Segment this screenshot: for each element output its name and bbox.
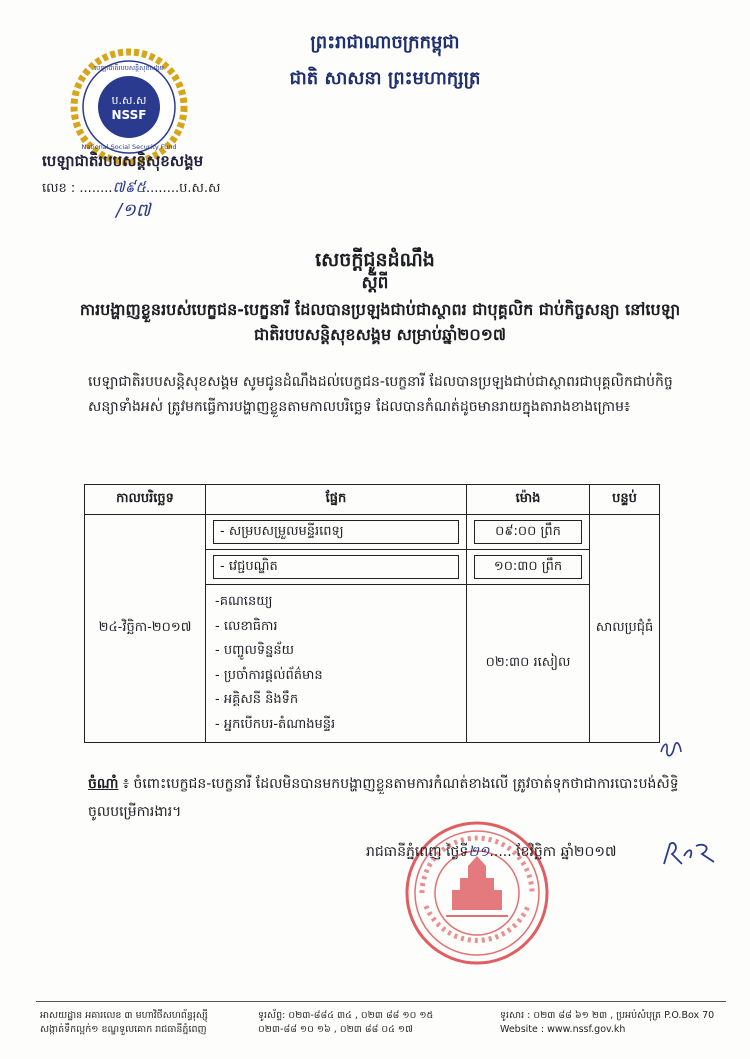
signature [660,838,720,870]
footer-contact [500,1009,740,1037]
reference-number [42,178,220,200]
department-item: - វេជ្ជបណ្ឌិត [213,555,459,579]
room-cell: សាលប្រជុំធំ [590,515,660,743]
header-department: ផ្នែក [206,485,467,515]
kingdom-title: ព្រះរាជាណាចក្រកម្ពុជា [310,32,460,53]
department-item: - សម្របសម្រួលមន្ទីរពេទ្យ [213,520,459,544]
logo-bottom-text: National Social Security Fund [81,143,177,151]
notice-subject: ការបង្ហាញខ្លួនរបស់បេក្ខជន-បេក្ខនារី ដែលបានប្រឡងជាប់ជាស្ថាពរ ជាបុគ្គលិក ជាប់កិច្ចសន្យា នៅបេឡាជាតិរបបសន្តិសុខសង្គម សម្រាប់ឆ្នាំ២០១៧ [79,300,681,344]
header-date: កាលបរិច្ឆេទ [85,485,206,515]
department-item: - លេខាធិការ [215,618,278,634]
ref-prefix: លេខ : [42,181,76,196]
handwritten-initial [658,738,684,760]
date-suffix: ..... ខែវិច្ឆិកា ឆ្នាំ២០១៧ [489,844,617,860]
footer-address [40,1009,250,1037]
note-label: ចំណាំ [88,776,119,792]
date-cell: ២៤-វិច្ឆិកា-២០១៧ [85,515,206,743]
logo-arc-text: បេឡាជាតិរបបសន្តិសុខសង្គម [94,64,164,72]
department-item: -គណនេយ្យ [215,594,273,609]
logo-abbr-en: NSSF [111,108,147,122]
header-room: បន្ទប់ [590,485,660,515]
time-cell [467,550,590,585]
department-cell [206,585,467,743]
note-text: ៖ ចំពោះបេក្ខជន-បេក្ខនារី ដែលមិនបានមកបង្ហាញខ្លួនតាមការកំណត់ខាងលើ ត្រូវចាត់ទុកថាជាការបោះបង់សិទ្ធិចូលបម្រើការងារ។ [88,776,679,820]
logo-abbr-km: ប.ស.ស [111,94,147,107]
phone-line: ទូរស័ព្ទ: ០២៣-៨៨៤ ៣៤ , ០២៣ ៨៨ ១០ ១៥ [258,1010,434,1021]
notice-body: បេឡាជាតិរបបសន្តិសុខសង្គម សូមជូនដំណឹងដល់បេក្ខជន-បេក្ខនារី ដែលបានប្រឡងជាប់ជាស្ថាពរជាបុគ្គលិកជាប់កិច្ចសន្យាទាំងអស់ ត្រូវមកធ្វើការបង្ហាញខ្លួនតាមកាលបរិច្ឆេទ ដែលបានកំណត់ដូចមានរាយក្នុងតារាងខាងក្រោម៖ [88,374,673,415]
table-header-row [85,485,660,515]
time-value: ០៩:០០ ព្រឹក [474,520,582,544]
footer-phones [258,1009,488,1037]
note-paragraph [88,770,688,826]
time-cell [467,515,590,550]
website-link[interactable]: Website : www.nssf.gov.kh [500,1024,626,1035]
address-line: អាសយដ្ឋាន អគារលេខ ៣ មហាវិថីសហព័ន្ធរុស្ស៊ី [40,1010,208,1021]
notice-subject-label: ស្តីពី [361,273,389,293]
official-seal [402,818,552,968]
notice-title: សេចក្តីជូនដំណឹង [315,249,435,271]
ref-number: ៧៩៥ [112,178,147,196]
time-cell: ០២:៣០ រសៀល [467,585,590,743]
ref-dots: ........ [79,181,113,196]
ref-handwritten-extra: /១៧ [116,200,151,221]
date-prefix: រាជធានីភ្នំពេញ ថ្ងៃទី [366,844,469,860]
ref-dots-2: ........ [146,181,180,196]
department-cell [206,550,467,585]
department-item: - បញ្ចូលទិន្នន័យ [215,643,294,658]
signoff-date [366,842,616,863]
address-line: សង្កាត់ទឹកល្អក់១ ខណ្ឌទួលគោក រាជធានីភ្នំពេញ [40,1024,207,1035]
ref-suffix: ប.ស.ស [179,181,221,196]
department-list [207,586,465,741]
footer-divider [36,1001,726,1002]
department-item: - អគ្គិសនី និងទឹក [215,692,299,707]
schedule-table [84,484,660,743]
header-time: ម៉ោង [467,485,590,515]
department-cell [206,515,467,550]
phone-line: ០២៣-៨៨ ១០ ១៦ , ០២៣ ៨៨ ០៤ ១៧ [258,1024,413,1035]
date-day: ២១ [468,844,490,860]
department-item: - ប្រចាំការផ្តល់ព័ត៌មាន [215,667,323,683]
kingdom-motto: ជាតិ សាសនា ព្រះមហាក្សត្រ [289,68,481,89]
table-row [85,515,660,550]
nssf-logo [70,48,188,166]
time-value: ១០:៣០ ព្រឹក [474,555,582,579]
organization-name: បេឡាជាតិរបបសន្តិសុខសង្គម [42,152,204,170]
department-item: - អ្នកបើកបរ-តំណាងមន្ទីរ [215,716,336,732]
fax-line: ទូរសារ : ០២៣ ៨៨ ៦១ ២៣ , ប្រអប់សំបុត្រ P.O.Box 70 [500,1010,715,1021]
